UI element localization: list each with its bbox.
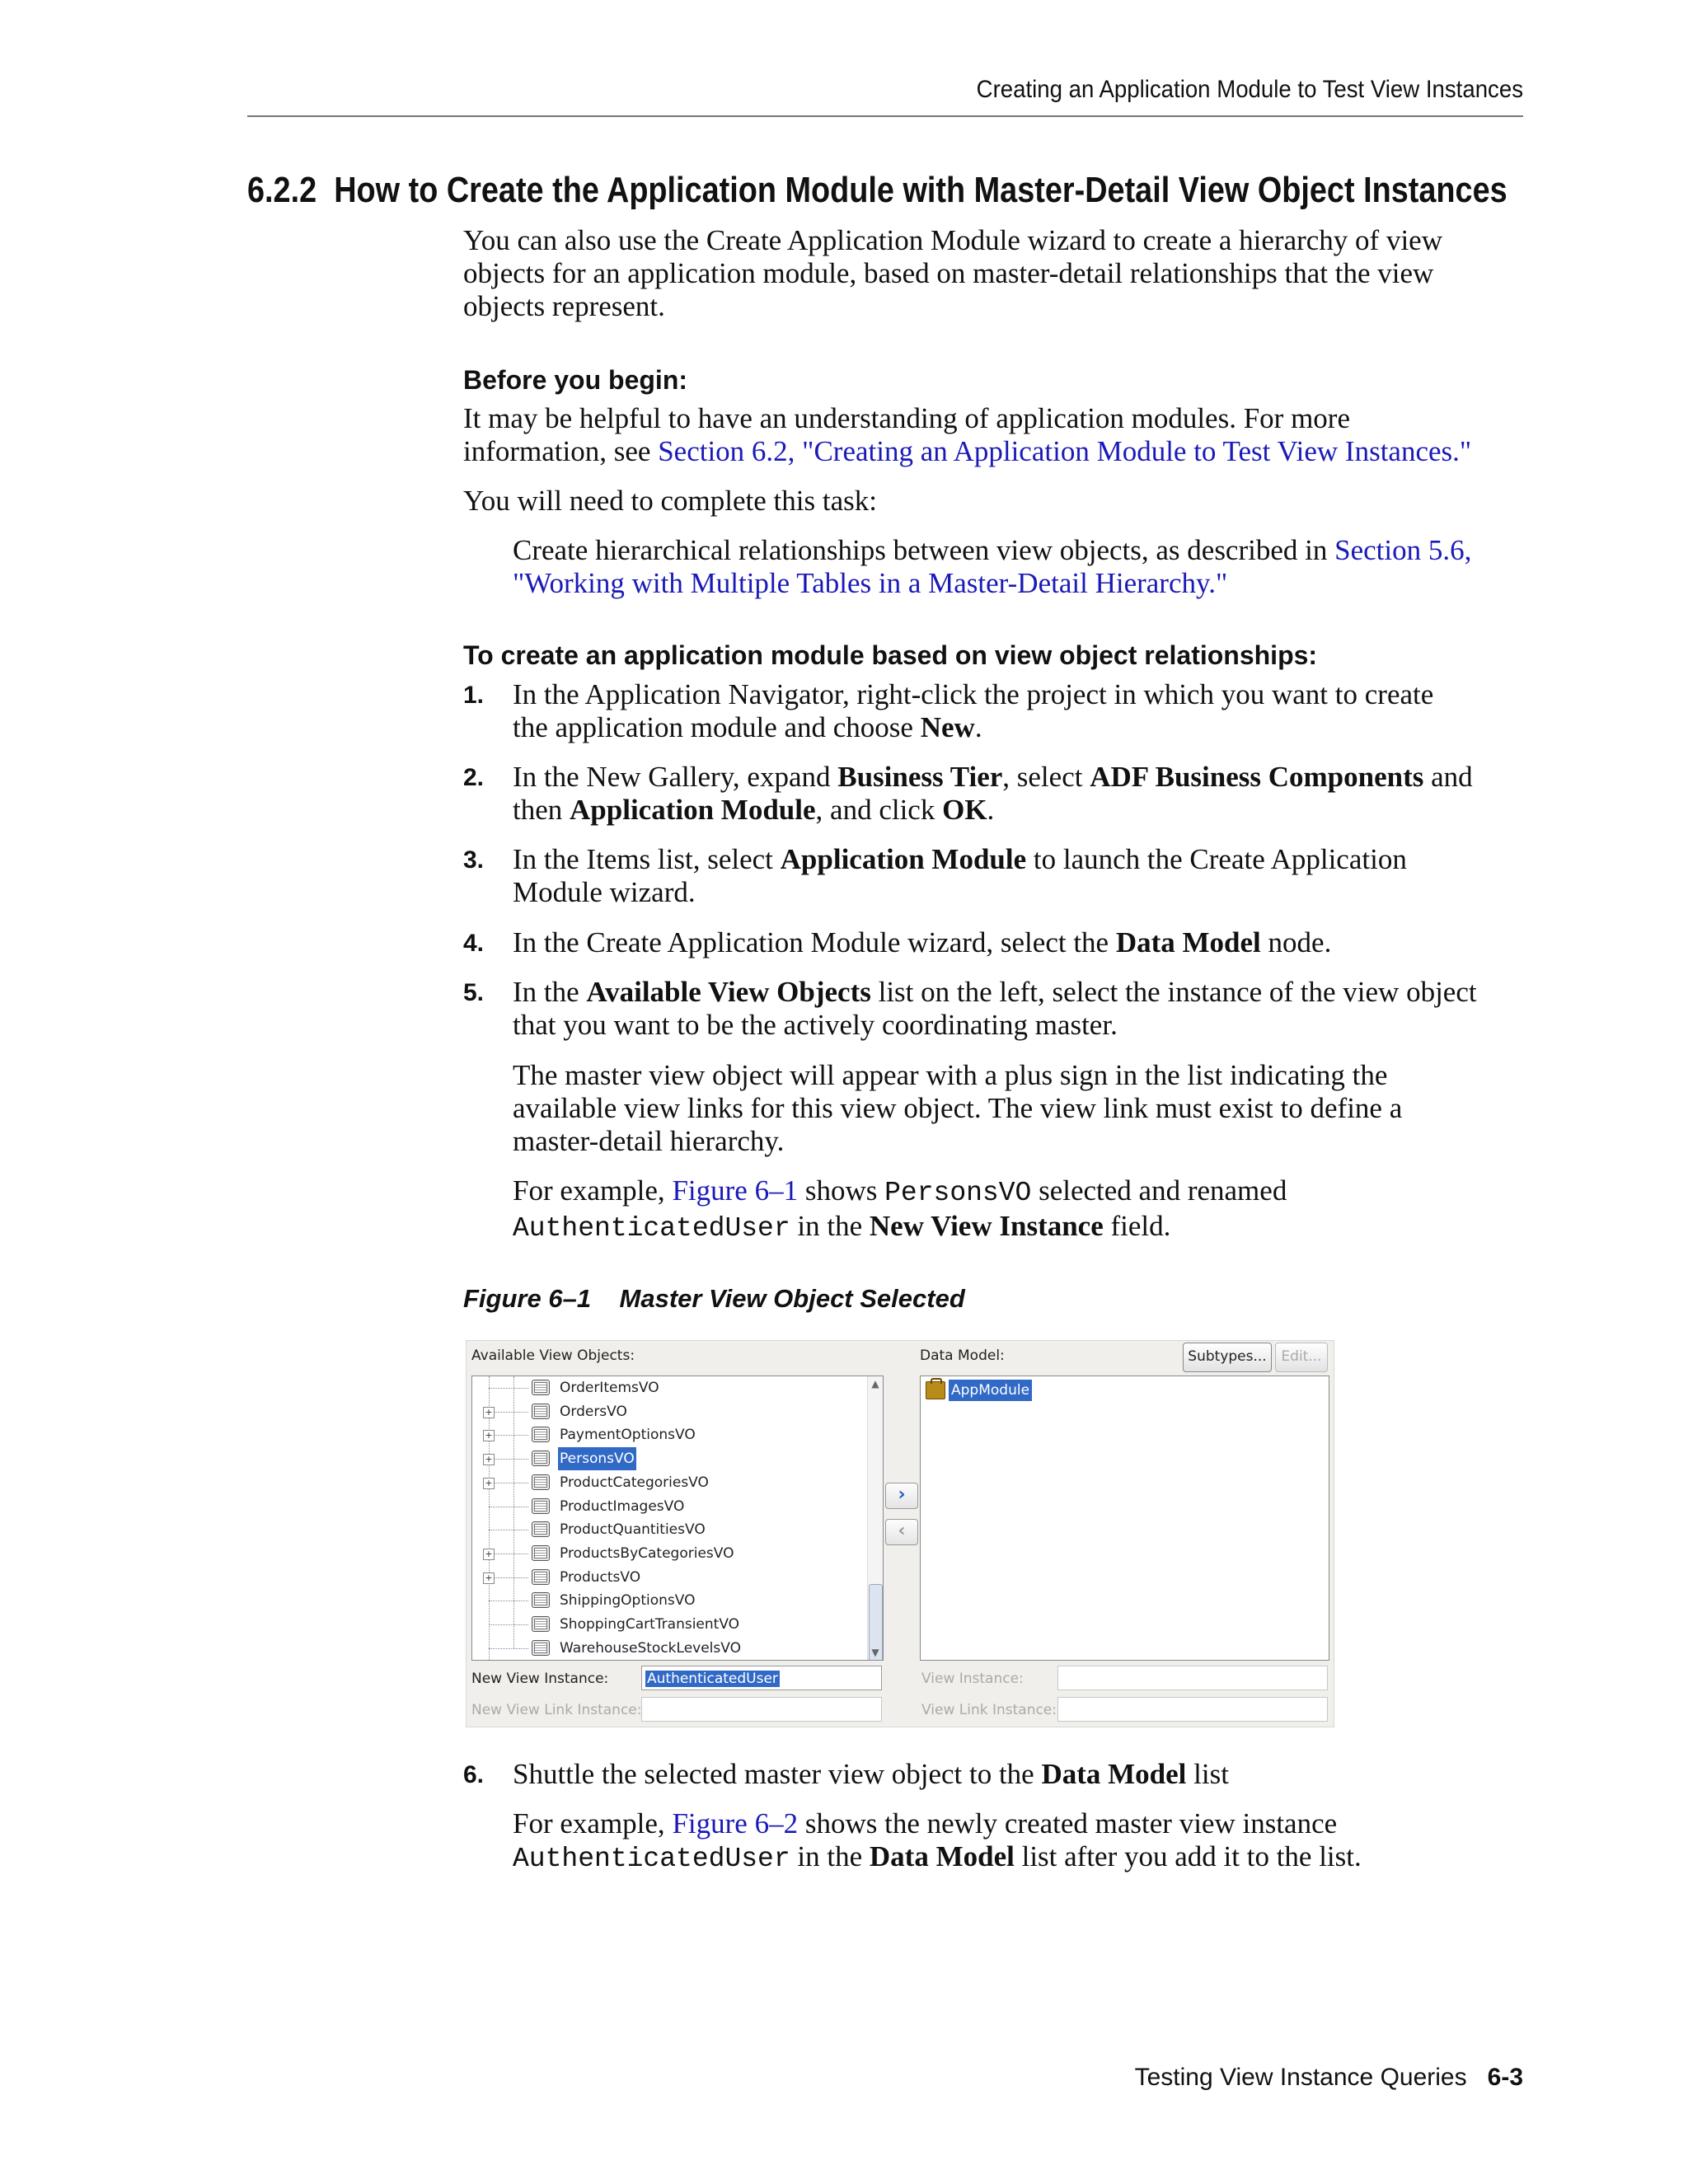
running-header: Creating an Application Module to Test View Instances <box>976 76 1523 103</box>
tree-item[interactable] <box>472 1613 866 1636</box>
step-number: 3. <box>463 846 485 874</box>
view-object-icon <box>532 1451 550 1466</box>
tree-item-label: ProductsVO <box>560 1568 641 1586</box>
view-object-icon <box>532 1380 550 1395</box>
view-object-icon <box>532 1616 550 1632</box>
step-number: 4. <box>463 930 485 957</box>
step-number: 1. <box>463 682 485 709</box>
view-object-icon <box>532 1640 550 1656</box>
intro-paragraph <box>463 224 1526 323</box>
view-instance-field <box>1057 1666 1328 1690</box>
tree-item[interactable] <box>472 1589 866 1612</box>
step-4: In the Create Application Module wizard, select the Data Model node. <box>513 926 1332 958</box>
tree-item[interactable] <box>472 1637 866 1660</box>
tree-connector <box>489 1577 528 1578</box>
section-5-6-link[interactable]: Section 5.6, <box>1334 534 1472 566</box>
view-link-instance-label: View Link Instance: <box>921 1702 1057 1718</box>
tree-scrollbar[interactable] <box>867 1376 883 1660</box>
expand-plus-icon[interactable]: + <box>483 1407 495 1418</box>
task-item: Create hierarchical relationships between view objects, as described in Section 5.6, "Working with Multiple Tables in a Master-Detail Hierarchy." <box>513 534 1526 600</box>
available-view-objects-list[interactable] <box>471 1376 884 1661</box>
task-intro: You will need to complete this task: <box>463 485 877 517</box>
tree-item[interactable] <box>472 1471 866 1494</box>
shuttle-add-button[interactable] <box>885 1483 918 1509</box>
tree-item-label: WarehouseStockLevelsVO <box>560 1639 741 1657</box>
step-number: 6. <box>463 1761 485 1788</box>
step-1: In the Application Navigator, right-click the project in which you want to create the application module and choose New. <box>513 678 1434 743</box>
tree-connector <box>489 1624 528 1625</box>
tree-item[interactable] <box>472 1542 866 1565</box>
tree-item[interactable] <box>472 1400 866 1423</box>
data-model-root-item[interactable]: AppModule <box>949 1380 1032 1401</box>
footer-title: Testing View Instance Queries <box>1134 2064 1467 2091</box>
figure-6-2-link[interactable]: Figure 6–2 <box>672 1807 799 1840</box>
before-paragraph <box>463 402 1526 468</box>
view-object-icon <box>532 1474 550 1490</box>
tree-item[interactable] <box>472 1518 866 1541</box>
tree-item[interactable] <box>472 1447 866 1470</box>
view-object-icon <box>532 1545 550 1561</box>
available-view-objects-label: Available View Objects: <box>471 1347 635 1364</box>
intro-line: objects for an application module, based on master-detail relationships that the view <box>463 257 1434 289</box>
tree-item-label: ProductImagesVO <box>560 1497 685 1515</box>
step-2: In the New Gallery, expand Business Tier, select ADF Business Components and then Application Module, and click OK. <box>513 761 1473 826</box>
view-instance-label: View Instance: <box>921 1671 1024 1687</box>
before-line: It may be helpful to have an understanding of application modules. For more <box>463 402 1350 434</box>
section-number: 6.2.2 <box>247 170 317 210</box>
step-number: 5. <box>463 979 485 1006</box>
header-rule <box>247 115 1523 117</box>
new-view-link-instance-label: New View Link Instance: <box>471 1702 642 1718</box>
view-object-icon <box>532 1404 550 1419</box>
expand-plus-icon[interactable]: + <box>483 1572 495 1584</box>
tree-item-label: ProductsByCategoriesVO <box>560 1544 734 1562</box>
tree-item-label: PersonsVO <box>558 1447 636 1470</box>
tree-connector <box>489 1435 528 1436</box>
tree-item-label: ProductCategoriesVO <box>560 1474 709 1491</box>
section-5-6-link-cont[interactable]: "Working with Multiple Tables in a Master-Detail Hierarchy." <box>513 567 1228 599</box>
figure-6-1-link[interactable]: Figure 6–1 <box>672 1174 799 1207</box>
tree-item[interactable] <box>472 1376 866 1399</box>
tree-item-label: OrderItemsVO <box>560 1380 659 1396</box>
tree-connector <box>489 1648 528 1649</box>
new-view-link-instance-field <box>641 1697 882 1722</box>
subtypes-button[interactable]: Subtypes... <box>1183 1343 1272 1372</box>
step-6-example: For example, Figure 6–2 shows the newly created master view instance AuthenticatedUser in the Data Model list after you add it to the list. <box>513 1807 1362 1874</box>
step-5-note: The master view object will appear with a plus sign in the list indicating the available view links for this view object. The view link must exist to define a master-detail hierarchy. <box>513 1059 1403 1157</box>
before-heading: Before you begin: <box>463 365 688 395</box>
new-view-instance-field[interactable]: AuthenticatedUser <box>641 1666 882 1690</box>
view-link-instance-field <box>1057 1697 1328 1722</box>
procedure-heading: To create an application module based on view object relationships: <box>463 640 1318 670</box>
page-number: 6-3 <box>1487 2064 1523 2091</box>
tree-item[interactable] <box>472 1566 866 1589</box>
tree-item-label: PaymentOptionsVO <box>560 1427 696 1444</box>
tree-connector <box>489 1412 528 1413</box>
step-5-example: For example, Figure 6–1 shows PersonsVO selected and renamed AuthenticatedUser in the New View Instance field. <box>513 1174 1287 1244</box>
view-object-icon <box>532 1498 550 1514</box>
intro-line: objects represent. <box>463 290 665 322</box>
step-6: Shuttle the selected master view object to the Data Model list <box>513 1758 1229 1790</box>
view-object-icon <box>532 1592 550 1608</box>
tree-connector <box>489 1388 528 1389</box>
page-footer <box>1129 2064 1523 2092</box>
step-3: In the Items list, select Application Module to launch the Create Application Module wizard. <box>513 843 1407 908</box>
tree-item-label: ShippingOptionsVO <box>560 1592 696 1610</box>
view-object-icon <box>532 1521 550 1537</box>
scroll-up-icon[interactable]: ▲ <box>871 1378 879 1390</box>
view-object-icon <box>532 1427 550 1442</box>
section-title: How to Create the Application Module with Master-Detail View Object Instances <box>334 170 1507 210</box>
view-object-icon <box>532 1569 550 1585</box>
tree-item-label: ShoppingCartTransientVO <box>560 1616 740 1633</box>
expand-plus-icon[interactable]: + <box>483 1454 495 1465</box>
new-view-instance-label: New View Instance: <box>471 1671 609 1687</box>
shuttle-remove-button <box>885 1519 918 1545</box>
step-5: In the Available View Objects list on the left, select the instance of the view object that you want to be the actively coordinating master. <box>513 976 1477 1041</box>
data-model-list[interactable] <box>920 1376 1329 1661</box>
expand-plus-icon[interactable]: + <box>483 1478 495 1489</box>
chevron-right-icon: › <box>898 1484 906 1505</box>
edit-button: Edit... <box>1275 1343 1328 1372</box>
intro-line: You can also use the Create Application Module wizard to create a hierarchy of view <box>463 224 1442 256</box>
expand-plus-icon[interactable]: + <box>483 1549 495 1560</box>
step-number: 2. <box>463 764 485 791</box>
chevron-left-icon: ‹ <box>898 1521 906 1541</box>
section-heading <box>247 170 1507 211</box>
tree-item[interactable] <box>472 1423 866 1446</box>
tree-item-label: OrdersVO <box>560 1403 627 1420</box>
figure-screenshot <box>466 1340 1334 1727</box>
expand-plus-icon[interactable]: + <box>483 1430 495 1441</box>
tree-connector <box>489 1459 528 1460</box>
tree-item-label: ProductQuantitiesVO <box>560 1521 706 1539</box>
application-module-icon <box>926 1381 945 1399</box>
figure-caption: Figure 6–1 Master View Object Selected <box>463 1284 965 1313</box>
scroll-down-icon[interactable]: ▼ <box>871 1647 879 1658</box>
data-model-label: Data Model: <box>920 1347 1005 1364</box>
before-line: information, see Section 6.2, "Creating an Application Module to Test View Instances." <box>463 435 1472 467</box>
tree-item[interactable] <box>472 1495 866 1518</box>
section-6-2-link[interactable]: Section 6.2, "Creating an Application Module to Test View Instances." <box>658 435 1472 467</box>
